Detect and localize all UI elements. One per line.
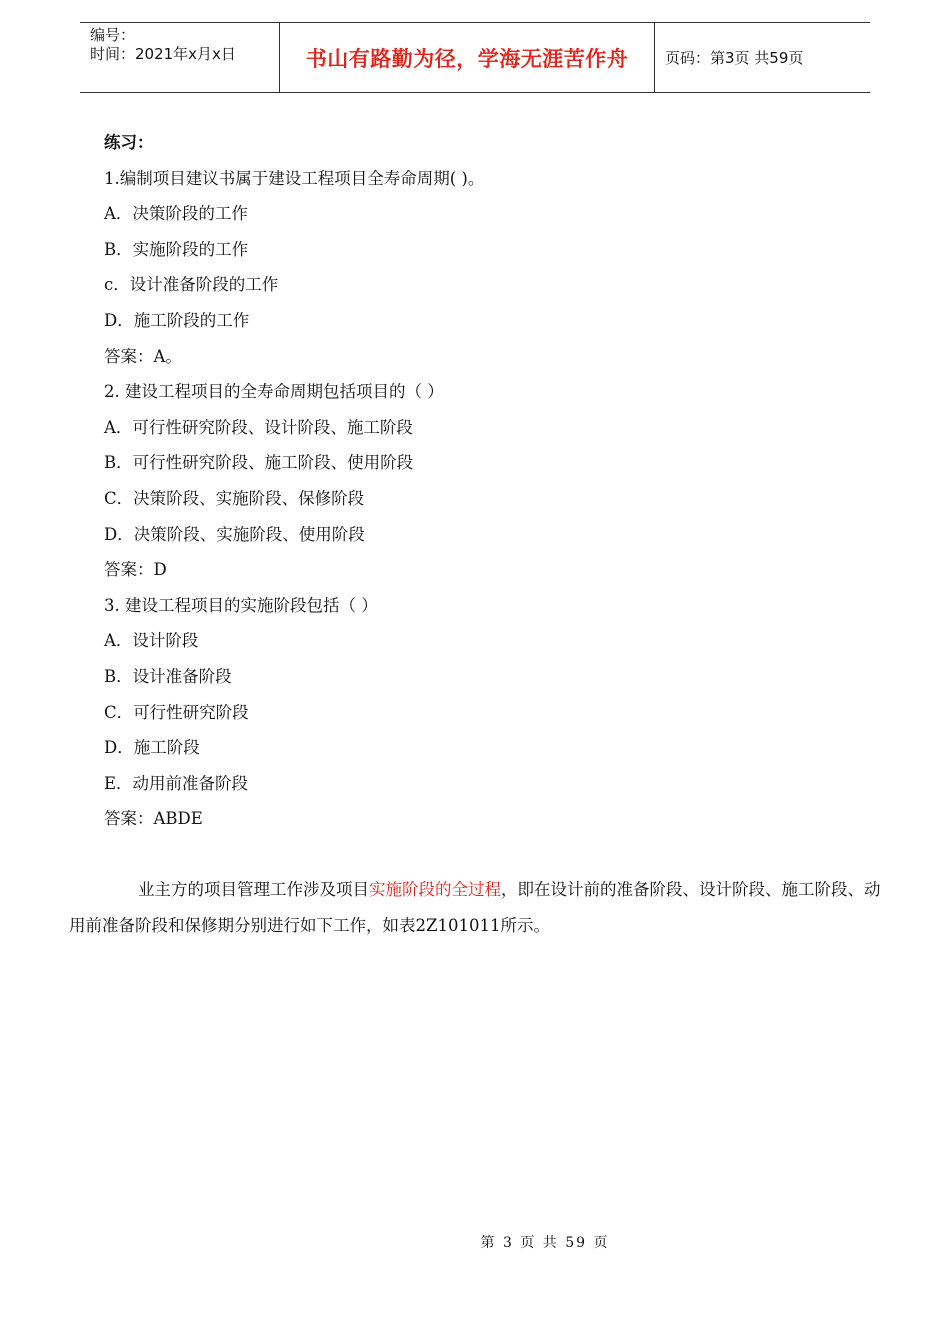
paragraph-text-before: 业主方的项目管理工作涉及项目: [138, 880, 369, 899]
page-footer: 第 3 页 共 59 页: [480, 1235, 610, 1251]
document-time: 时间：2021年x月x日: [90, 45, 236, 63]
text-line: C．决策阶段、实施阶段、保修阶段: [104, 488, 365, 508]
body-paragraph: [69, 872, 884, 944]
header-motto: 书山有路勤为径，学海无涯苦作舟: [280, 23, 655, 92]
paragraph-highlight: 实施阶段的全过程: [369, 880, 501, 899]
text-line: B．可行性研究阶段、施工阶段、使用阶段: [104, 453, 414, 473]
text-line: A．设计阶段: [104, 631, 199, 651]
text-line: 3. 建设工程项目的实施阶段包括（ ）: [104, 595, 378, 615]
exercise-section: [104, 125, 884, 837]
text-line: A．可行性研究阶段、设计阶段、施工阶段: [104, 417, 413, 437]
text-line: B．实施阶段的工作: [104, 239, 249, 259]
paragraph-text-after: ，即在设计前的准备阶段、设计阶段、施工阶段、动用前准备阶段和保修期分别进行如下工作，如表2Z101011所示。: [69, 880, 881, 935]
text-line: D．施工阶段的工作: [104, 310, 250, 330]
text-line: A．决策阶段的工作: [104, 204, 248, 224]
answer-line: 答案：A。: [104, 346, 182, 366]
header-meta: [80, 23, 280, 92]
text-line: 1.编制项目建议书属于建设工程项目全寿命周期( )。: [104, 168, 485, 188]
answer-line: 答案：ABDE: [104, 809, 203, 829]
text-line: B．设计准备阶段: [104, 666, 232, 686]
text-line: c．设计准备阶段的工作: [104, 275, 279, 295]
text-line: E．动用前准备阶段: [104, 773, 249, 793]
answer-line: 答案：D: [104, 560, 167, 580]
text-line: D．施工阶段: [104, 738, 200, 758]
document-number-label: 编号：: [90, 26, 136, 44]
text-line: 2. 建设工程项目的全寿命周期包括项目的（ ）: [104, 382, 444, 402]
header-page-info: 页码：第3页 共59页: [665, 49, 804, 67]
text-line: C．可行性研究阶段: [104, 702, 249, 722]
text-line: D．决策阶段、实施阶段、使用阶段: [104, 524, 365, 544]
exercise-heading: 练习：: [104, 133, 154, 152]
page-header: [80, 22, 870, 93]
